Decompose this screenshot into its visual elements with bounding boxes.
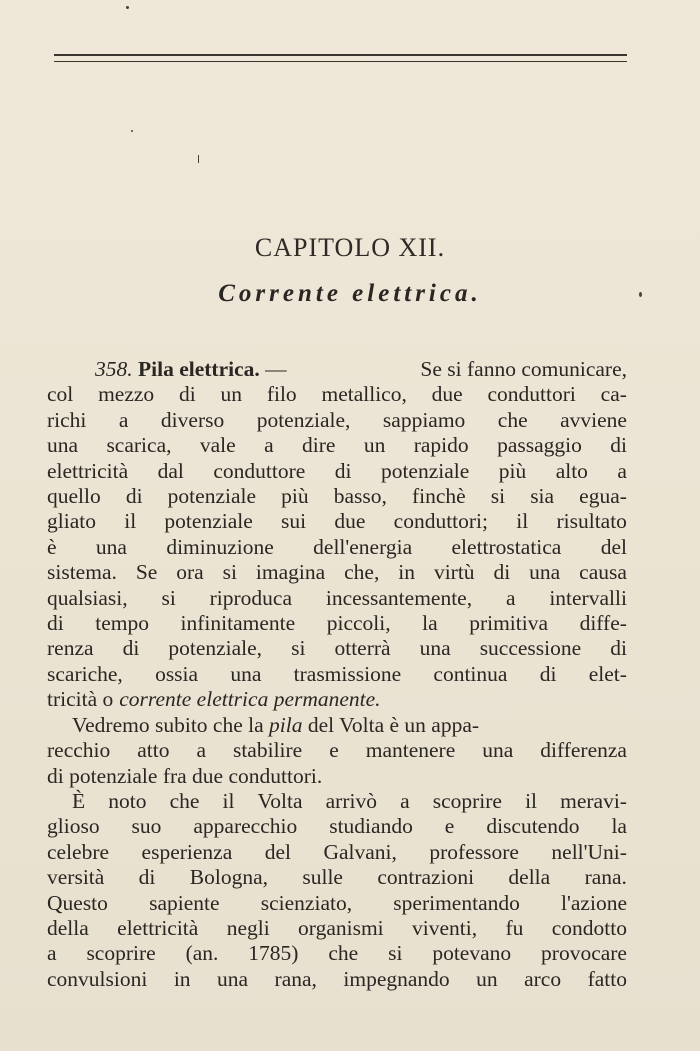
section-dash: — [265,357,287,381]
word: studiando [329,814,413,839]
text-line [47,459,627,484]
word: organismi [298,915,384,940]
word: (an. [185,941,219,966]
word: alto [555,458,588,483]
word: sulle [302,865,343,890]
word: scarica, [106,433,172,458]
word: discutendo [486,814,580,839]
text-line [47,891,627,916]
text-line [47,814,627,839]
word: un [476,966,498,991]
word: egua- [579,484,627,509]
word: di [125,484,143,509]
word: che [497,407,528,432]
text-line: di potenziale fra due conduttori. [47,763,323,788]
word: metallico, [321,382,407,407]
word: più [281,484,309,509]
word: un [363,433,386,458]
word: sapiente [149,890,220,915]
word: dire [302,433,336,458]
word: del [600,534,627,559]
word: una [419,636,451,661]
text-line [47,560,627,585]
section-number: 358. [95,357,133,381]
word: a [617,458,627,483]
word: in [173,966,191,991]
word: finchè [411,484,466,509]
word: nell'Uni- [551,839,627,864]
text-line [47,636,627,661]
word: una [217,966,249,991]
word: Bologna, [189,865,268,890]
text-line-part: del Volta è un appa- [307,712,480,737]
word: Se [135,560,158,585]
word: di [493,560,511,585]
header-rule-thin [54,61,627,62]
section-heading: Pila elettrica. [138,357,260,381]
word: dal [157,458,184,483]
word: diffe- [579,611,627,636]
word: richi [47,407,87,432]
text-line [47,433,627,458]
word: a [505,585,516,610]
word: di [334,458,352,483]
text-line [47,738,627,763]
text-line [47,484,627,509]
word: ca- [600,382,627,407]
word: una [529,560,561,585]
text-line [47,611,627,636]
word: differenza [540,738,627,763]
word: a [47,941,57,966]
word: potenziale, [256,407,351,432]
word: ora [176,560,204,585]
word: di [610,636,627,661]
word: arco [524,966,562,991]
word: a [264,433,274,458]
word: mezzo [98,382,155,407]
paper-speck [131,130,133,132]
word: che [169,788,200,813]
word: elettricità [117,915,199,940]
word: causa [579,560,627,585]
word: sappiamo [382,407,466,432]
word: stabilire [232,738,303,763]
word: la [611,814,627,839]
paper-speck [198,155,199,163]
word: la [422,611,438,636]
word: noto [108,788,147,813]
word: a [118,407,129,432]
word: e [329,738,339,763]
word: recchio [47,738,111,763]
word: versità [47,865,105,890]
word: si [291,636,306,661]
word: vale [199,433,236,458]
word: diminuzione [166,534,274,559]
text-line-part: Se si fanno comunicare, [420,357,627,381]
word: tempo [95,611,150,636]
chapter-title: CAPITOLO XII. [254,233,446,262]
word: virtù [433,560,475,585]
word: più [498,458,527,483]
word: di [610,433,627,458]
word: ossia [155,661,199,686]
word: un [220,382,243,407]
word: il [516,509,529,534]
word: una [230,661,262,686]
word: del [264,839,291,864]
word: di [178,382,196,407]
word: 1785) [248,941,299,966]
text-line [47,382,627,407]
text-line [47,687,627,712]
word: piccoli, [326,611,391,636]
emphasis-text: corrente elettrica permanente. [119,687,381,712]
word: viventi, [412,915,478,940]
word: incessantemente, [325,585,473,610]
word: due [431,382,463,407]
word: una [482,738,514,763]
word: scienziato, [260,890,353,915]
word: basso, [333,484,387,509]
text-line [47,535,627,560]
header-rule-thick [54,54,627,56]
word: sia [530,484,555,509]
word: fu [505,915,524,940]
word: impegnando [343,966,450,991]
word: potevano [432,941,512,966]
word: si [388,941,403,966]
word: e [444,814,455,839]
word: della [47,915,89,940]
word: intervalli [549,585,627,610]
paper-speck [126,6,129,9]
word: convulsioni [47,966,148,991]
word: Questo [47,890,108,915]
word: conduttore [213,458,306,483]
word: esperienza [141,839,233,864]
word: elettricità [47,458,129,483]
word: sistema. [47,560,117,585]
word: professore [429,839,519,864]
text-line [47,865,627,890]
word: è [47,534,57,559]
word: apparecchio [193,814,298,839]
text-line [47,840,627,865]
word: continua [433,661,508,686]
word: contrazioni [377,865,475,890]
word: infinitamente [180,611,296,636]
word: di [539,661,557,686]
word: rapido [413,433,469,458]
word: otterrà [334,636,391,661]
word: gliato [47,509,96,534]
word: suo [131,814,162,839]
word: Galvani, [323,839,397,864]
word: scoprire [86,941,156,966]
word: potenziale [164,509,253,534]
word: della [508,865,551,890]
word: diverso [160,407,225,432]
word: riproduca [209,585,293,610]
word: qualsiasi, [47,585,128,610]
text-line [47,586,627,611]
word: meravi- [560,788,627,813]
word: Volta [257,788,303,813]
word: in [398,560,416,585]
word: celebre [47,839,110,864]
word: il [124,509,137,534]
body-text [47,357,627,992]
text-line [47,662,627,687]
word: dell'energia [313,534,413,559]
word: primitiva [469,611,549,636]
word: fatto [587,966,627,991]
word: scoprire [432,788,502,813]
word: di [138,865,156,890]
word: a [196,738,206,763]
word: potenziale [380,458,470,483]
word: potenziale [167,484,257,509]
word: rana, [274,966,317,991]
word: È [72,788,86,813]
word: atto [137,738,170,763]
word: una [95,534,127,559]
word: il [222,788,235,813]
text-line [47,357,627,382]
text-line [47,408,627,433]
word: scariche, [47,661,123,686]
word: mantenere [365,738,456,763]
word: due [334,509,366,534]
word: avviene [560,407,627,432]
text-line [47,916,627,941]
word: il [525,788,538,813]
text-line [47,941,627,966]
word: sperimentando [393,890,520,915]
word: renza [47,636,94,661]
word: potenziale, [168,636,263,661]
word: una [47,433,79,458]
word: che, [344,560,380,585]
word: arrivò [325,788,377,813]
word: conduttori; [393,509,489,534]
word: si [161,585,176,610]
text-line-part: Vedremo subito che la [72,712,264,737]
text-line [47,509,627,534]
word: elet- [588,661,627,686]
word: trasmissione [293,661,402,686]
word: passaggio [497,433,582,458]
word: filo [266,382,297,407]
word: condotto [551,915,627,940]
word: a [400,788,410,813]
word: imagina [255,560,326,585]
word: sui [281,509,307,534]
word: di [122,636,140,661]
word: si [490,484,506,509]
word: negli [226,915,270,940]
word: di [47,611,64,636]
word: rana. [584,865,627,890]
text-line [47,713,627,738]
text-line [47,789,627,814]
word: glioso [47,814,100,839]
text-line-part: tricità o [47,687,114,712]
word: elettrostatica [451,534,562,559]
word: provocare [541,941,627,966]
word: risultato [556,509,627,534]
word: successione [479,636,582,661]
word: col [47,382,74,407]
word: l'azione [561,890,627,915]
text-line [47,967,627,992]
word: si [222,560,237,585]
word: che [328,941,359,966]
word: conduttori [487,382,576,407]
word: quello [47,484,101,509]
emphasis-text: pila [269,712,303,737]
chapter-subtitle: Corrente elettrica. [218,280,482,307]
